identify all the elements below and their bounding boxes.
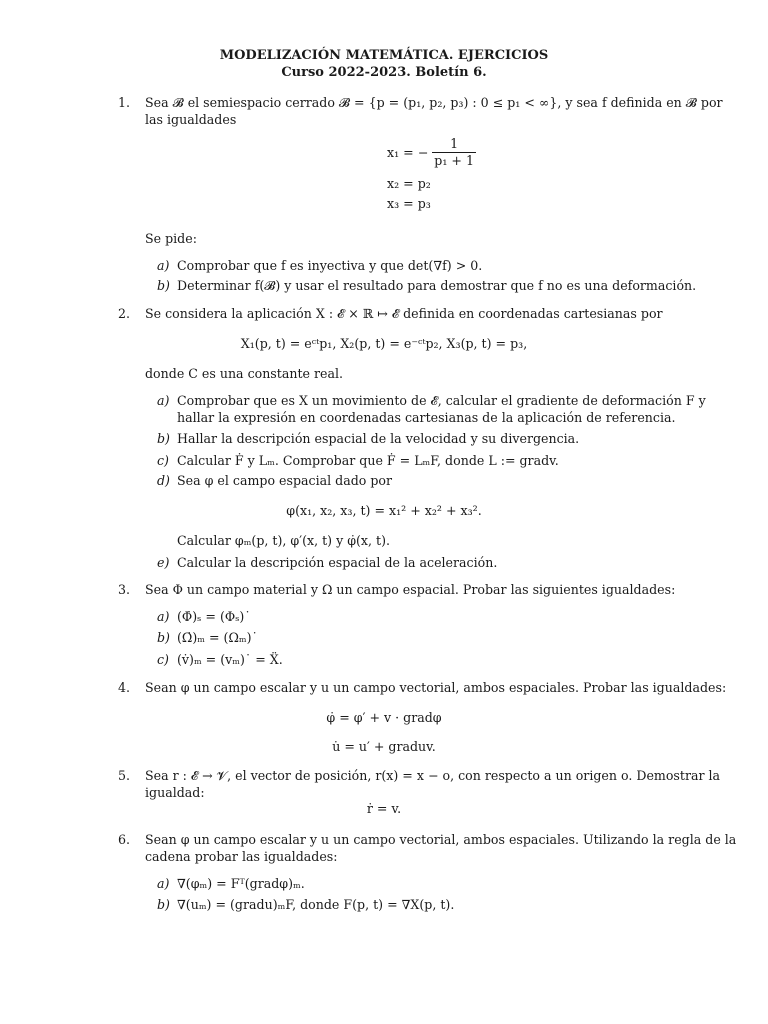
exercise-6-number: 6.	[118, 832, 131, 847]
exercise-1b-label: b)	[157, 278, 170, 293]
exercise-1b-text: Determinar f(𝓑) y usar el resultado para demostrar que f no es una deformación.	[177, 278, 697, 293]
exercise-1-statement-line1: Sea 𝓑 el semiespacio cerrado 𝓑 = {p = (p₁, p₂, p₃) : 0 ≤ p₁ < ∞}, y sea f definida en 𝓑 por	[145, 95, 723, 110]
exercise-2e-text: Calcular la descripción espacial de la aceleración.	[177, 555, 498, 570]
exercise-2a-text-line2: hallar la expresión en coordenadas cartesianas de la aplicación de referencia.	[177, 410, 676, 425]
exercise-6a-text: ∇(φₘ) = Fᵀ(gradφ)ₘ.	[177, 876, 305, 891]
exercise-2d-equation: φ(x₁, x₂, x₃, t) = x₁² + x₂² + x₃².	[286, 503, 482, 518]
exercise-4-equation-1: φ̇ = φ′ + v · gradφ	[326, 710, 442, 725]
exercise-2d-label: d)	[157, 473, 170, 488]
exercise-2d-calc: Calcular φₘ(p, t), φ′(x, t) y φ̇(x, t).	[177, 533, 391, 548]
exercise-2d-text: Sea φ el campo espacial dado por	[177, 473, 393, 488]
exercise-1a-label: a)	[157, 258, 170, 273]
exercise-3-number: 3.	[118, 582, 131, 597]
exercise-2-equation: X₁(p, t) = eᶜᵗp₁, X₂(p, t) = e⁻ᶜᵗp₂, X₃(p, t) = p₃,	[240, 336, 528, 351]
exercise-2a-text-line1: Comprobar que es X un movimiento de 𝓔, calcular el gradiente de deformación F y	[177, 393, 706, 408]
exercise-1-number: 1.	[118, 95, 131, 110]
page-subtitle: Curso 2022-2023. Boletín 6.	[281, 65, 487, 80]
fraction-denominator: p₁ + 1	[434, 153, 474, 168]
exercise-2a-label: a)	[157, 393, 170, 408]
exercise-2c-text: Calcular Ḟ y Lₘ. Comprobar que Ḟ = LₘF, donde L := gradv.	[177, 453, 559, 468]
exercise-6a-label: a)	[157, 876, 170, 891]
exercise-3a-text: (Φ̇)ₛ = (Φₛ)˙	[177, 609, 251, 624]
exercise-2b-label: b)	[157, 431, 170, 446]
exercise-2-number: 2.	[118, 306, 131, 321]
exercise-2e-label: e)	[157, 555, 170, 570]
exercise-4-statement: Sean φ un campo escalar y u un campo vectorial, ambos espaciales. Probar las igualdades:	[145, 680, 727, 695]
exercise-5-number: 5.	[118, 768, 131, 783]
exercise-1-equation-x3: x₃ = p₃	[387, 196, 431, 211]
exercise-5-statement-line2: igualdad:	[145, 785, 205, 800]
equation-x1-lhs: x₁ = −	[387, 145, 429, 160]
exercise-6b-text: ∇(uₘ) = (gradu)ₘF, donde F(p, t) = ∇X(p, t).	[177, 897, 455, 912]
exercise-3-statement: Sea Φ un campo material y Ω un campo espacial. Probar las siguientes igualdades:	[145, 582, 676, 597]
exercise-1-statement-line2: las igualdades	[145, 112, 237, 127]
page-title: MODELIZACIÓN MATEMÁTICA. EJERCICIOS	[219, 48, 549, 63]
exercise-2b-text: Hallar la descripción espacial de la velocidad y su divergencia.	[177, 431, 580, 446]
exercise-2-statement: Se considera la aplicación X : 𝓔 × ℝ ↦ 𝓔 definida en coordenadas cartesianas por	[145, 306, 663, 321]
exercise-1a-text: Comprobar que f es inyectiva y que det(∇f) > 0.	[177, 258, 483, 273]
exercise-6-statement-line1: Sean φ un campo escalar y u un campo vectorial, ambos espaciales. Utilizando la regla de la	[145, 832, 737, 847]
exercise-2-donde: donde C es una constante real.	[145, 366, 343, 381]
exercise-1-sepide: Se pide:	[145, 231, 197, 246]
exercise-2c-label: c)	[157, 453, 169, 468]
fraction-numerator: 1	[432, 136, 476, 153]
exercise-3b-label: b)	[157, 630, 170, 645]
exercise-5-equation: ṙ = v.	[366, 801, 402, 816]
exercise-3c-label: c)	[157, 652, 169, 667]
exercise-1-equation-x1	[387, 136, 476, 169]
exercise-1-equation-x2: x₂ = p₂	[387, 176, 431, 191]
exercise-6b-label: b)	[157, 897, 170, 912]
equation-x1-fraction	[432, 136, 476, 169]
exercise-4-equation-2: u̇ = u′ + graduv.	[332, 739, 436, 754]
exercise-5-statement-line1: Sea r : 𝓔 → 𝓥, el vector de posición, r(x) = x − o, con respecto a un origen o. Demostrar la	[145, 768, 721, 783]
exercise-6-statement-line2: cadena probar las igualdades:	[145, 849, 338, 864]
exercise-4-number: 4.	[118, 680, 131, 695]
exercise-3a-label: a)	[157, 609, 170, 624]
exercise-3b-text: (Ω̇)ₘ = (Ωₘ)˙	[177, 630, 258, 645]
exercise-3c-text: (v̇)ₘ = (vₘ)˙ = Ẍ.	[177, 652, 283, 667]
